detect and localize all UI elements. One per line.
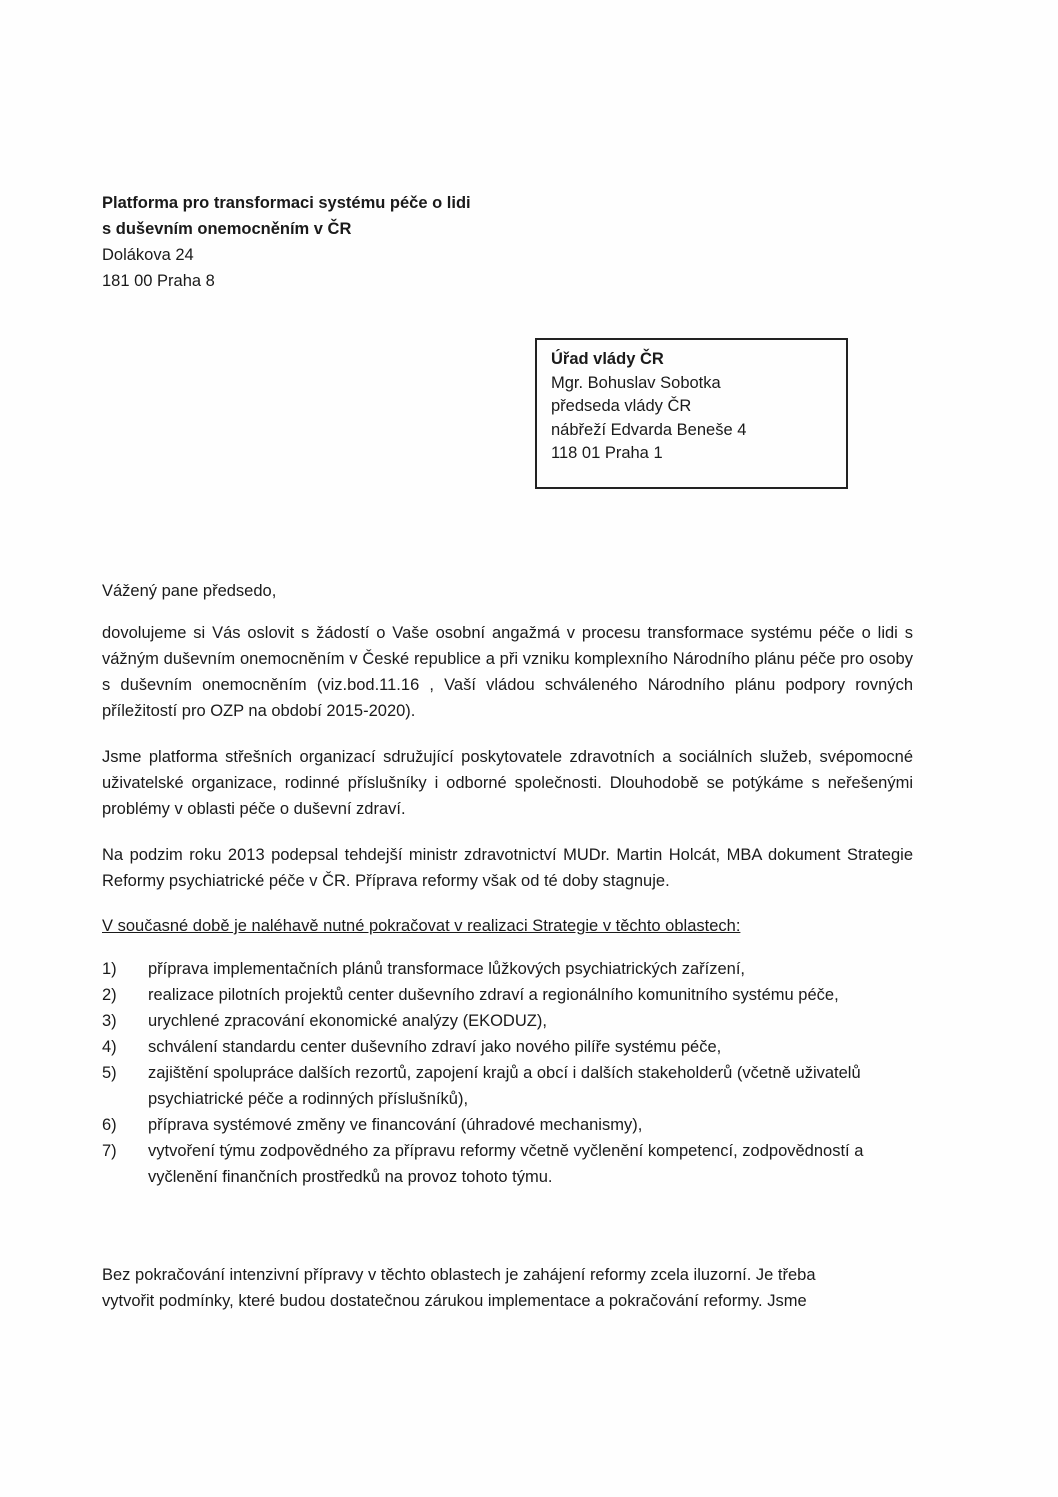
salutation: Vážený pane předsedo, <box>102 582 277 600</box>
recipient-title: předseda vlády ČR <box>551 397 692 415</box>
list-item-text: příprava systémové změny ve financování (úhradové mechanismy), <box>148 1116 643 1134</box>
list-item-number: 2) <box>102 986 117 1004</box>
sender-street: Dolákova 24 <box>102 246 194 264</box>
list-item <box>102 1008 913 1034</box>
sender-org-line2: s duševním onemocněním v ČR <box>102 220 352 238</box>
list-item <box>102 1060 913 1112</box>
recipient-city: 118 01 Praha 1 <box>551 444 663 462</box>
list-item-text: příprava implementačních plánů transformace lůžkových psychiatrických zařízení, <box>148 960 746 978</box>
sender-org-line1: Platforma pro transformaci systému péče o lidi <box>102 194 471 212</box>
paragraph-about-platform: Jsme platforma střešních organizací sdružující poskytovatele zdravotních a sociálních služeb, svépomocné uživatelské organizace, rodinné příslušníky i odborné společnosti. Dlouhodobě se potýkáme s neřešenými problémy v oblasti péče o duševní zdraví. <box>102 748 913 818</box>
recipient-address <box>551 348 746 466</box>
priority-list <box>102 956 913 1190</box>
list-item <box>102 982 913 1008</box>
paragraph-conclusion <box>102 1262 913 1314</box>
list-item-number: 1) <box>102 960 117 978</box>
list-item-text: realizace pilotních projektů center duševního zdraví a regionálního komunitního systému péče, <box>148 986 839 1004</box>
list-heading: V současné době je naléhavě nutné pokračovat v realizaci Strategie v těchto oblastech: <box>102 917 741 935</box>
list-item-number: 7) <box>102 1142 117 1160</box>
paragraph-request: dovolujeme si Vás oslovit s žádostí o Vaše osobní angažmá v procesu transformace systému péče o lidi s vážným duševním onemocněním v České republice a při vzniku komplexního Národního plánu péče pro osoby s duševním onemocněním (viz.bod.11.16 , Vaší vládou schváleného Národního plánu podpory rovných příležitostí pro OZP na období 2015-2020). <box>102 624 913 720</box>
recipient-name: Mgr. Bohuslav Sobotka <box>551 373 721 392</box>
paragraph-conclusion-line2: vytvořit podmínky, které budou dostatečnou zárukou implementace a pokračování reformy. Jsme <box>102 1292 807 1310</box>
sender-address <box>102 190 471 294</box>
paragraph-conclusion-line1: Bez pokračování intenzivní přípravy v těchto oblastech je zahájení reformy zcela iluzorní. Je třeba <box>102 1266 816 1284</box>
list-item <box>102 1112 913 1138</box>
recipient-street: nábřeží Edvarda Beneše 4 <box>551 420 747 439</box>
list-item-number: 5) <box>102 1064 117 1082</box>
list-item <box>102 1138 913 1190</box>
paragraph-strategy-history: Na podzim roku 2013 podepsal tehdejší ministr zdravotnictví MUDr. Martin Holcát, MBA dokument Strategie Reformy psychiatrické péče v ČR. Příprava reformy však od té doby stagnuje. <box>102 846 913 890</box>
list-item-number: 3) <box>102 1012 117 1030</box>
list-item-text: zajištění spolupráce dalších rezortů, zapojení krajů a obcí i dalších stakeholderů (včetně uživatelů psychiatrické péče a rodinných příslušníků), <box>148 1064 861 1108</box>
list-item-text: urychlené zpracování ekonomické analýzy (EKODUZ), <box>148 1012 547 1030</box>
list-item-number: 6) <box>102 1116 117 1134</box>
list-item-text: vytvoření týmu zodpovědného za přípravu reformy včetně vyčlenění kompetencí, zodpovědností a vyčlenění finančních prostředků na provoz tohoto týmu. <box>148 1142 864 1186</box>
list-item <box>102 1034 913 1060</box>
recipient-address-box <box>535 338 848 489</box>
list-item-text: schválení standardu center duševního zdraví jako nového pilíře systému péče, <box>148 1038 722 1056</box>
list-item-number: 4) <box>102 1038 117 1056</box>
list-item <box>102 956 913 982</box>
recipient-office: Úřad vlády ČR <box>551 350 664 368</box>
sender-city: 181 00 Praha 8 <box>102 272 215 290</box>
